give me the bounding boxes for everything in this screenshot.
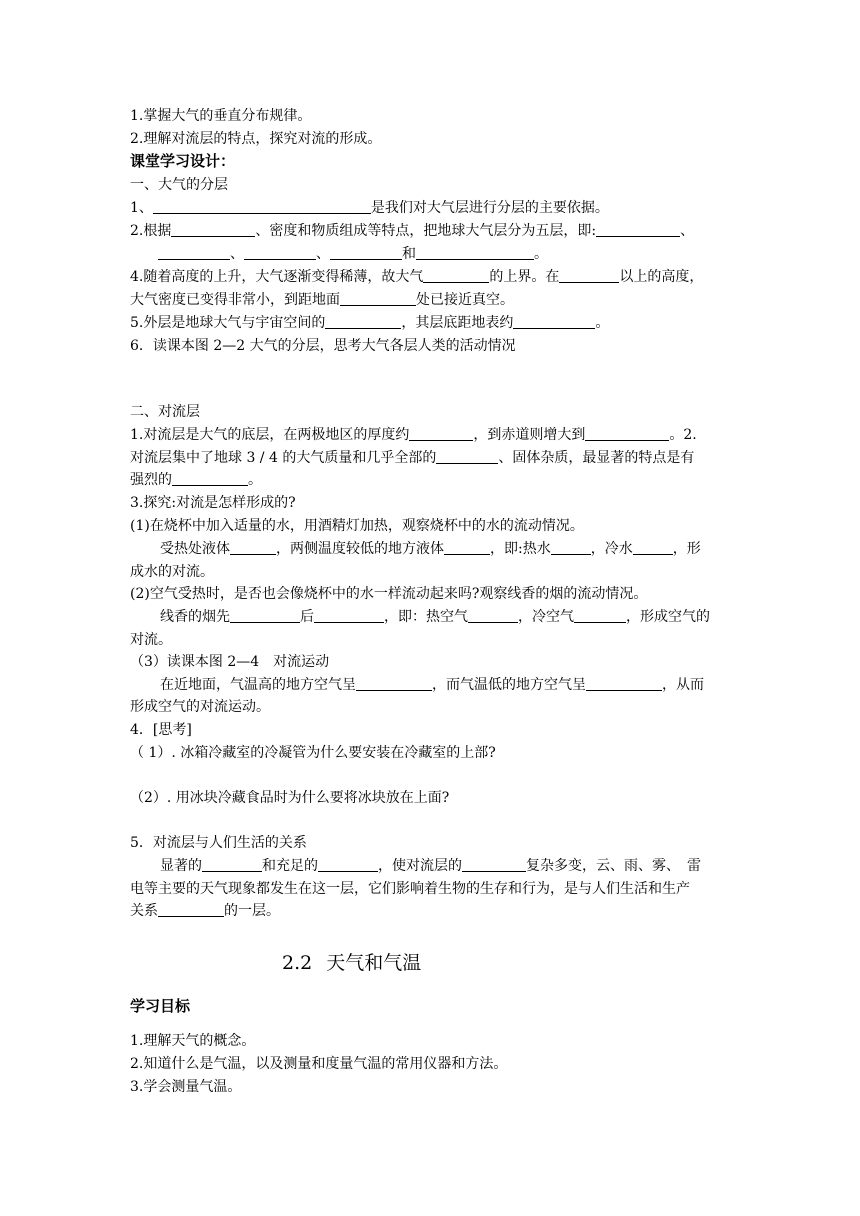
- fill-blank[interactable]: [436, 449, 498, 464]
- section2-line-k: （3）读课本图 2—4 对流运动: [130, 654, 330, 670]
- fill-blank[interactable]: [330, 245, 402, 260]
- section2-line-s: 电等主要的天气现象都发生在这一层，它们影响着生物的生存和行为，是与人们生活和生产: [130, 881, 690, 897]
- section2-line-f: 受热处液体 ，两侧温度较低的地方液体 ，即:热水 ，冷水 ，形: [160, 541, 701, 557]
- section2-line-l: 在近地面，气温高的地方空气呈 ，而气温低的地方空气呈 ，从而: [160, 677, 704, 693]
- fill-blank[interactable]: [585, 426, 669, 441]
- section2-line-d: 3.探究:对流是怎样形成的?: [130, 495, 296, 511]
- section2-line-o: （ 1）. 冰箱冷藏室的冷凝管为什么要安装在冷藏室的上部?: [130, 745, 496, 761]
- fill-blank[interactable]: [416, 245, 534, 260]
- fill-blank[interactable]: [551, 540, 591, 555]
- section2-line-n: 4．[思考]: [130, 722, 192, 738]
- fill-blank[interactable]: [314, 608, 384, 623]
- section2-line-r: 显著的 和充足的 ，使对流层的 复杂多变，云、雨、雾、 雷: [160, 858, 701, 874]
- objective-1: 1.掌握大气的垂直分布规律。: [130, 108, 312, 124]
- fill-blank[interactable]: [574, 608, 626, 623]
- fill-blank[interactable]: [230, 540, 276, 555]
- fill-blank[interactable]: [513, 314, 595, 329]
- section1-line-7: 6．读课本图 2—2 大气的分层，思考大气各层人类的活动情况: [130, 338, 516, 354]
- fill-blank[interactable]: [423, 268, 489, 283]
- objective-2: 2.理解对流层的特点，探究对流的形成。: [130, 131, 382, 147]
- section2-line-a: 1.对流层是大气的底层，在两极地区的厚度约 ，到赤道则增大到 。2.: [130, 427, 697, 443]
- fill-blank[interactable]: [318, 857, 378, 872]
- section1-line-1: 1、 是我们对大气层进行分层的主要依据。: [130, 200, 609, 216]
- fill-blank[interactable]: [468, 608, 518, 623]
- section2-line-q: 5．对流层与人们生活的关系: [130, 835, 307, 851]
- section2-line-c: 强烈的 。: [130, 472, 262, 488]
- fill-blank[interactable]: [153, 199, 371, 214]
- fill-blank[interactable]: [340, 291, 416, 306]
- fill-blank[interactable]: [172, 471, 248, 486]
- section1-line-3: 、 、 和 。: [158, 244, 758, 264]
- goal-1: 1.理解天气的概念。: [130, 1033, 256, 1049]
- fill-blank[interactable]: [244, 245, 316, 260]
- section1-line-6: 5.外层是地球大气与宇宙空间的 ，其层底距地表约 。: [130, 315, 610, 331]
- fill-blank[interactable]: [158, 245, 230, 260]
- section2-line-j: 对流。: [130, 632, 172, 648]
- fill-blank[interactable]: [325, 314, 401, 329]
- section-title: [282, 950, 421, 976]
- section1-line-4: 4.随着高度的上升，大气逐渐变得稀薄，故大气 的上界。在 以上的高度，: [130, 269, 704, 285]
- goal-2: 2.知道什么是气温，以及测量和度量气温的常用仪器和方法。: [130, 1056, 508, 1072]
- section2-line-g: 成水的对流。: [130, 564, 214, 580]
- section-title-text: 天气和气温: [326, 952, 422, 974]
- section-number: 2.2: [282, 952, 313, 974]
- fill-blank[interactable]: [559, 268, 619, 283]
- fill-blank[interactable]: [171, 222, 255, 237]
- fill-blank[interactable]: [596, 222, 680, 237]
- fill-blank[interactable]: [158, 902, 224, 917]
- design-heading: 课堂学习设计：: [130, 152, 236, 170]
- section1-line-2: 2.根据 、密度和物质组成等特点，把地球大气层分为五层，即: 、: [130, 223, 695, 239]
- learning-goals-heading: 学习目标: [130, 997, 191, 1015]
- section2-line-p: （2）. 用冰块冷藏食品时为什么要将冰块放在上面?: [130, 790, 450, 806]
- fill-blank[interactable]: [409, 426, 473, 441]
- section2-line-e: (1)在烧杯中加入适量的水，用酒精灯加热，观察烧杯中的水的流动情况。: [130, 518, 584, 534]
- goal-3: 3.学会测量气温。: [130, 1079, 242, 1095]
- section2-line-h: (2)空气受热时，是否也会像烧杯中的水一样流动起来吗?观察线香的烟的流动情况。: [130, 586, 648, 602]
- fill-blank[interactable]: [230, 608, 300, 623]
- section2-line-b: 对流层集中了地球 3 / 4 的大气质量和几乎全部的 、固体杂质，最显著的特点是有: [130, 450, 695, 466]
- section2-line-t: 关系 的一层。: [130, 903, 280, 919]
- fill-blank[interactable]: [633, 540, 673, 555]
- section1-heading: 一、大气的分层: [130, 177, 228, 193]
- section2-heading: 二、对流层: [130, 404, 200, 420]
- fill-blank[interactable]: [202, 857, 262, 872]
- fill-blank[interactable]: [356, 676, 432, 691]
- fill-blank[interactable]: [586, 676, 662, 691]
- section2-line-m: 形成空气的对流运动。: [130, 699, 270, 715]
- fill-blank[interactable]: [462, 857, 526, 872]
- fill-blank[interactable]: [444, 540, 490, 555]
- section2-line-i: 线香的烟先 后 ，即：热空气 ，冷空气 ，形成空气的: [160, 609, 710, 625]
- section1-line-5: 大气密度已变得非常小，到距地面 处已接近真空。: [130, 292, 514, 308]
